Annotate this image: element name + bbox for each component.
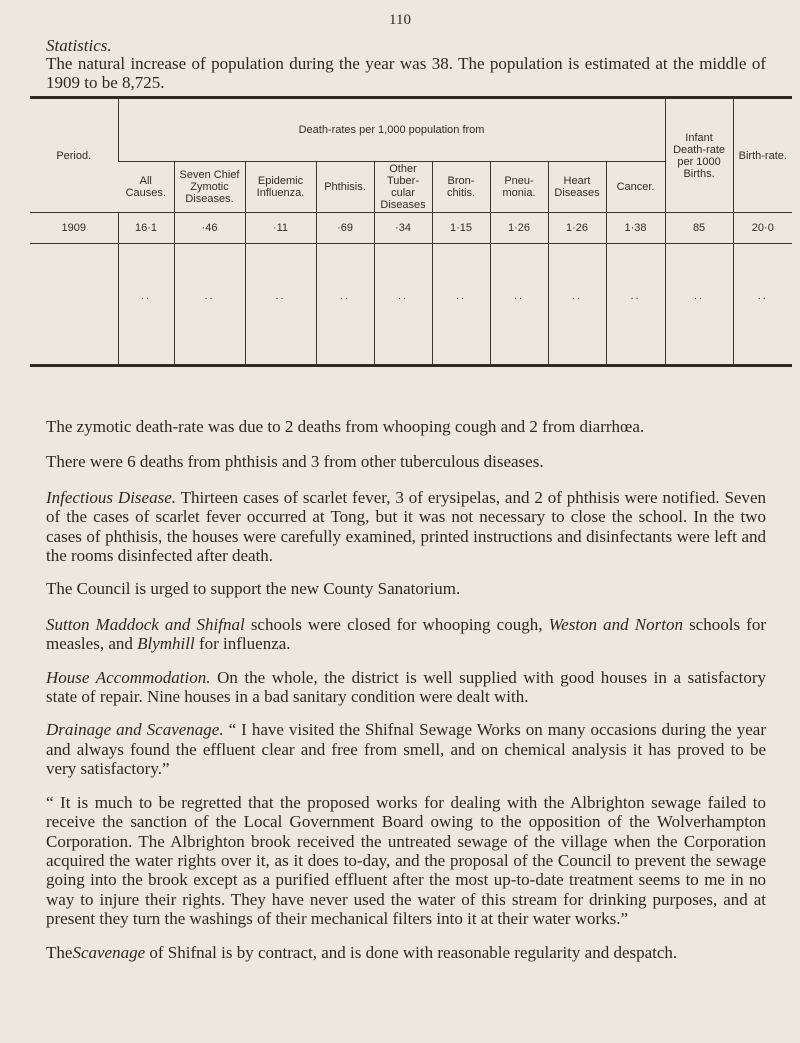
drainage-title: Drainage and Scavenage. [46, 720, 224, 740]
table-cell: ·11 [245, 213, 316, 244]
schools-name-3: Blymhill [137, 634, 195, 654]
table-cell: .. [245, 244, 316, 366]
table-row [30, 213, 792, 244]
schools-name-2: Weston and Norton [548, 614, 683, 634]
table-cell: .. [174, 244, 245, 366]
report-body [46, 417, 766, 978]
house-accommodation-paragraph [46, 668, 766, 707]
header-zymotic: Seven Chief Zymotic Diseases. [174, 162, 245, 213]
section-heading: Statistics. [46, 36, 112, 55]
drainage-text: “ I have visited the Shifnal Sewage Works on many occasions during the year and always found the effluent clear and free from smell, and on chemical analysis it has proved to be very satisfactory.” [46, 720, 766, 779]
schools-text-3: for influenza. [194, 634, 291, 654]
table-cell: .. [490, 244, 548, 366]
table-cell: 1·26 [548, 213, 606, 244]
header-heart-diseases: Heart Diseases [548, 162, 606, 213]
sanatorium-paragraph: The Council is urged to support the new County Sanatorium. [46, 579, 461, 599]
header-other-tubercular: Other Tuber-cular Diseases [374, 162, 432, 213]
table-cell: .. [733, 244, 792, 366]
house-accommodation-text: On the whole, the district is well supplied with good houses in a satisfactory state of repair. Nine houses in a bad sanitary condition were dealt with. [46, 667, 767, 707]
albrighton-paragraph: “ It is much to be regretted that the proposed works for dealing with the Albrighton sewage failed to receive the sanction of the Local Government Board owing to the opposition of the Wolverhampton Corporation. The Albrighton brook received the untreated sewage of the village when the Corporation acquired the water rights over it, as it does to-day, and the proposal of the Council to prevent the sewage going into the brook except as a purified effluent after the most up-to-date treatment seems to me in no way to injure their rights. They have never used the water of this stream for drinking purposes, and at present they turn the washings of their mechanical filters into it at their water works.” [46, 792, 766, 929]
schools-text-2: schools for measles, and [46, 614, 766, 654]
table-cell: 1·15 [432, 213, 490, 244]
table-cell: 16·1 [118, 213, 174, 244]
drainage-paragraph [46, 720, 766, 778]
table-cell: 1·38 [606, 213, 665, 244]
header-cancer: Cancer. [606, 162, 665, 213]
infectious-disease-text: Thirteen cases of scarlet fever, 3 of erysipelas, and 2 of phthisis were notified. Seven of the cases of scarlet fever occurred at Tong, but it was not necessary to close the school. In the two cases of phthisis, the houses were carefully examined, printed instructions and disinfectants were left and the rooms disinfected after death. [46, 487, 767, 566]
header-death-rates-group: Death-rates per 1,000 population from [118, 98, 665, 162]
table-cell: ·34 [374, 213, 432, 244]
table-cell: .. [606, 244, 665, 366]
table-cell: 1909 [30, 213, 118, 244]
table-cell: .. [316, 244, 374, 366]
header-infant-death-rate: Infant Death-rate per 1000 Births. [665, 98, 733, 213]
table-cell: .. [665, 244, 733, 366]
header-influenza: Epidemic Influenza. [245, 162, 316, 213]
header-period: Period. [30, 98, 118, 213]
schools-paragraph [46, 615, 766, 654]
header-bronchitis: Bron-chitis. [432, 162, 490, 213]
zymotic-paragraph: The zymotic death-rate was due to 2 deaths from whooping cough and 2 from diarrhœa. [46, 417, 645, 436]
table-cell: .. [374, 244, 432, 366]
table-cell: .. [548, 244, 606, 366]
intro-paragraph: The natural increase of population during the year was 38. The population is estimated at the middle of 1909 to be 8,725. [46, 54, 766, 92]
table-cell: .. [432, 244, 490, 366]
header-phthisis: Phthisis. [316, 162, 374, 213]
phthisis-paragraph: There were 6 deaths from phthisis and 3 from other tuberculous diseases. [46, 452, 544, 472]
header-all-causes: All Causes. [118, 162, 174, 213]
scavenage-title: Scavenage [72, 942, 146, 962]
infectious-disease-paragraph [46, 488, 766, 566]
header-pneumonia: Pneu-monia. [490, 162, 548, 213]
table-cell: 20·0 [733, 213, 792, 244]
house-accommodation-title: House Accommodation. [46, 667, 211, 687]
statistics-table [30, 96, 792, 367]
infectious-disease-title: Infectious Disease. [46, 487, 176, 507]
scavenage-paragraph [46, 943, 766, 962]
table-cell: 85 [665, 213, 733, 244]
table-cell: ·69 [316, 213, 374, 244]
table-cell: ·46 [174, 213, 245, 244]
table-row [30, 244, 792, 366]
table-cell: .. [118, 244, 174, 366]
scavenage-prefix: The [46, 942, 73, 962]
table-cell [30, 244, 118, 366]
scavenage-text: of Shifnal is by contract, and is done with reasonable regularity and despatch. [145, 942, 678, 962]
schools-name-1: Sutton Maddock and Shifnal [46, 614, 245, 634]
page-number: 110 [389, 12, 411, 28]
table-cell: 1·26 [490, 213, 548, 244]
statistics-table-wrapper [30, 96, 792, 367]
schools-text-1: schools were closed for whooping cough, [244, 614, 549, 634]
header-birth-rate: Birth-rate. [733, 98, 792, 213]
